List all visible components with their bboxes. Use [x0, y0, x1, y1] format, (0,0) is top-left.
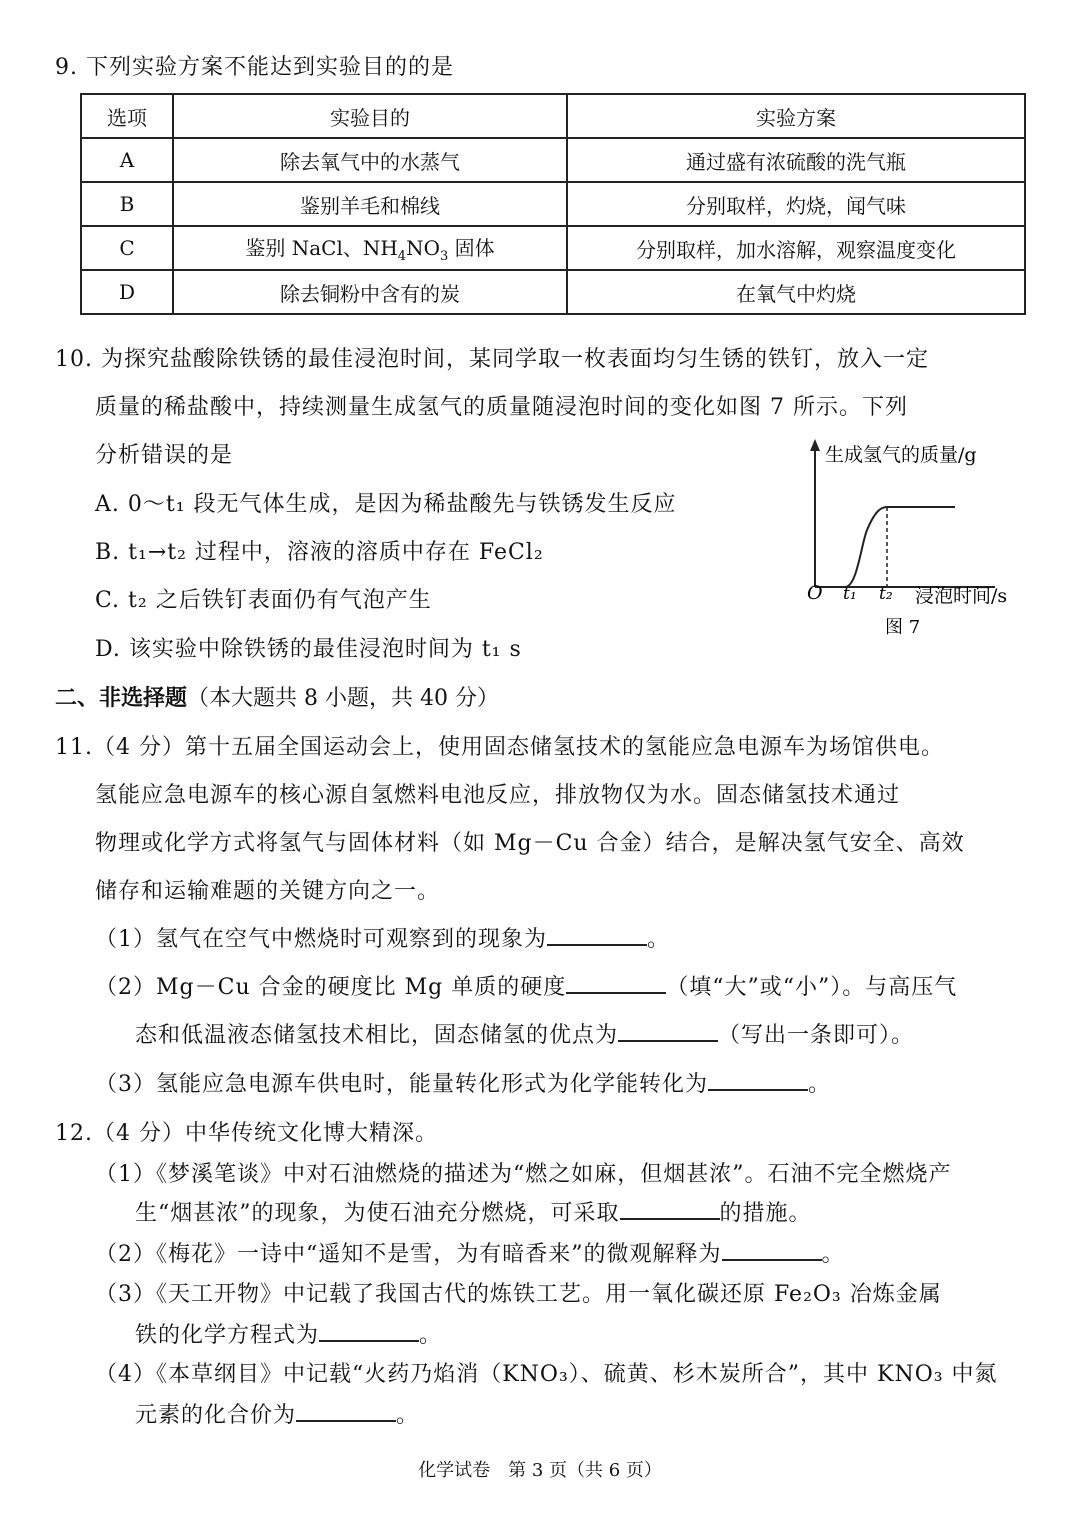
section-title: 二、非选择题	[55, 685, 188, 711]
answer-blank[interactable]	[708, 1069, 808, 1091]
x-axis-label: 浸泡时间/s	[915, 585, 1008, 607]
punct: 。	[396, 1403, 420, 1428]
cell-plan: 分别取样，加水溶解，观察温度变化	[567, 226, 1025, 270]
page-footer: 化学试卷 第 3 页（共 6 页）	[418, 1460, 662, 1481]
formula-part: NO	[406, 236, 440, 260]
figure-7	[795, 435, 1035, 645]
cell-option: A	[81, 138, 173, 182]
q11-line4: 储存和运输难题的关键方向之一。	[95, 879, 441, 904]
q10-line2: 质量的稀盐酸中，持续测量生成氢气的质量随浸泡时间的变化如图 7 所示。下列	[95, 395, 908, 420]
answer-blank[interactable]	[319, 1320, 419, 1342]
q11-sub2	[95, 970, 957, 1001]
q10-option-c: C. t₂ 之后铁钉表面仍有气泡产生	[95, 588, 432, 613]
t2-label: t₂	[879, 584, 893, 604]
answer-blank[interactable]	[722, 1239, 822, 1261]
cell-purpose: 除去铜粉中含有的炭	[173, 270, 567, 314]
q11-line1: 11.（4 分）第十五届全国运动会上，使用固态储氢技术的氢能应急电源车为场馆供电。	[55, 735, 944, 760]
q12-sub4-cont	[135, 1398, 419, 1429]
q12-title: 12.（4 分）中华传统文化博大精深。	[55, 1121, 438, 1146]
q11-line2: 氢能应急电源车的核心源自氢燃料电池反应，排放物仅为水。固态储氢技术通过	[95, 783, 901, 808]
q10-option-d: D. 该实验中除铁锈的最佳浸泡时间为 t₁ s	[95, 637, 522, 662]
q9-table	[80, 93, 1026, 315]
q11-line3: 物理或化学方式将氢气与固体材料（如 Mg－Cu 合金）结合，是解决氢气安全、高效	[95, 831, 965, 856]
cell-option: D	[81, 270, 173, 314]
answer-blank[interactable]	[620, 1198, 720, 1220]
header-option: 选项	[81, 94, 173, 138]
header-purpose: 实验目的	[173, 94, 567, 138]
q11-sub1	[95, 922, 670, 953]
q11-sub3	[95, 1067, 831, 1098]
answer-blank[interactable]	[296, 1400, 396, 1422]
q12-sub2	[95, 1237, 845, 1268]
formula-sub: 4	[397, 249, 407, 264]
header-plan: 实验方案	[567, 94, 1025, 138]
q11-sub3-text: （3）氢能应急电源车供电时，能量转化形式为化学能转化为	[95, 1072, 708, 1097]
punct: 。	[808, 1072, 832, 1097]
cell-plan: 在氧气中灼烧	[567, 270, 1025, 314]
punct: 。	[821, 1242, 845, 1267]
table-row	[81, 182, 1025, 226]
y-axis-arrow-icon	[810, 439, 820, 451]
q11-sub2-text: 态和低温液态储氢技术相比，固态储氢的优点为	[135, 1023, 619, 1048]
figure-caption: 图 7	[885, 617, 921, 638]
cell-purpose: 除去氧气中的水蒸气	[173, 138, 567, 182]
answer-blank[interactable]	[547, 924, 647, 946]
q12-sub1-text: 的措施。	[719, 1201, 812, 1226]
q10-option-b: B. t₁→t₂ 过程中，溶液的溶质中存在 FeCl₂	[95, 540, 544, 565]
q11-sub2-text: （写出一条即可）。	[718, 1023, 915, 1048]
q12-sub4: （4）《本草纲目》中记载“火药乃焰消（KNO₃）、硫黄、杉木炭所合”，其中 KNO₃ 中氮	[95, 1362, 998, 1387]
q11-sub2-text: （2）Mg－Cu 合金的硬度比 Mg 单质的硬度	[95, 975, 567, 1000]
y-axis-label: 生成氢气的质量/g	[825, 444, 977, 466]
formula-sub: 3	[439, 249, 449, 264]
hydrogen-curve	[815, 507, 955, 587]
q9-title: 9. 下列实验方案不能达到实验目的的是	[55, 55, 454, 80]
q12-sub4-text: 元素的化合价为	[135, 1403, 297, 1428]
table-row	[81, 226, 1025, 270]
formula-part: 鉴别 NaCl、NH	[245, 236, 398, 260]
q12-sub1-text: 生“烟甚浓”的现象，为使石油充分燃烧，可采取	[135, 1201, 620, 1226]
table-header-row	[81, 94, 1025, 138]
q12-sub1: （1）《梦溪笔谈》中对石油燃烧的描述为“燃之如麻，但烟甚浓”。石油不完全燃烧产	[95, 1162, 952, 1187]
t1-label: t₁	[843, 584, 857, 604]
table-row	[81, 138, 1025, 182]
q11-sub2-text: （填“大”或“小”）。与高压气	[666, 975, 958, 1000]
q11-sub2-cont	[135, 1018, 914, 1049]
answer-blank[interactable]	[618, 1020, 718, 1042]
q10-line3: 分析错误的是	[95, 443, 234, 468]
q10-line1: 10. 为探究盐酸除铁锈的最佳浸泡时间，某同学取一枚表面均匀生锈的铁钉，放入一定	[55, 347, 929, 372]
cell-plan: 分别取样，灼烧，闻气味	[567, 182, 1025, 226]
q11-sub1-text: （1）氢气在空气中燃烧时可观察到的现象为	[95, 927, 547, 952]
formula-part: 固体	[448, 236, 495, 260]
section-detail: （本大题共 8 小题，共 40 分）	[187, 686, 499, 711]
cell-plan: 通过盛有浓硫酸的洗气瓶	[567, 138, 1025, 182]
cell-purpose: 鉴别羊毛和棉线	[173, 182, 567, 226]
q12-sub3-cont	[135, 1318, 442, 1349]
q12-sub3-text: 铁的化学方程式为	[135, 1323, 320, 1348]
punct: 。	[647, 927, 671, 952]
cell-option: B	[81, 182, 173, 226]
punct: 。	[419, 1323, 443, 1348]
cell-option: C	[81, 226, 173, 270]
q12-sub1-cont	[135, 1196, 812, 1227]
cell-purpose	[173, 226, 567, 270]
section-heading	[55, 681, 499, 712]
origin-label: O	[807, 582, 823, 604]
answer-blank[interactable]	[566, 972, 666, 994]
q12-sub2-text: （2）《梅花》一诗中“遥知不是雪，为有暗香来”的微观解释为	[95, 1242, 722, 1267]
q10-option-a: A. 0～t₁ 段无气体生成，是因为稀盐酸先与铁锈发生反应	[95, 492, 677, 517]
q12-sub3: （3）《天工开物》中记载了我国古代的炼铁工艺。用一氧化碳还原 Fe₂O₃ 冶炼金属	[95, 1282, 942, 1307]
table-row	[81, 270, 1025, 314]
